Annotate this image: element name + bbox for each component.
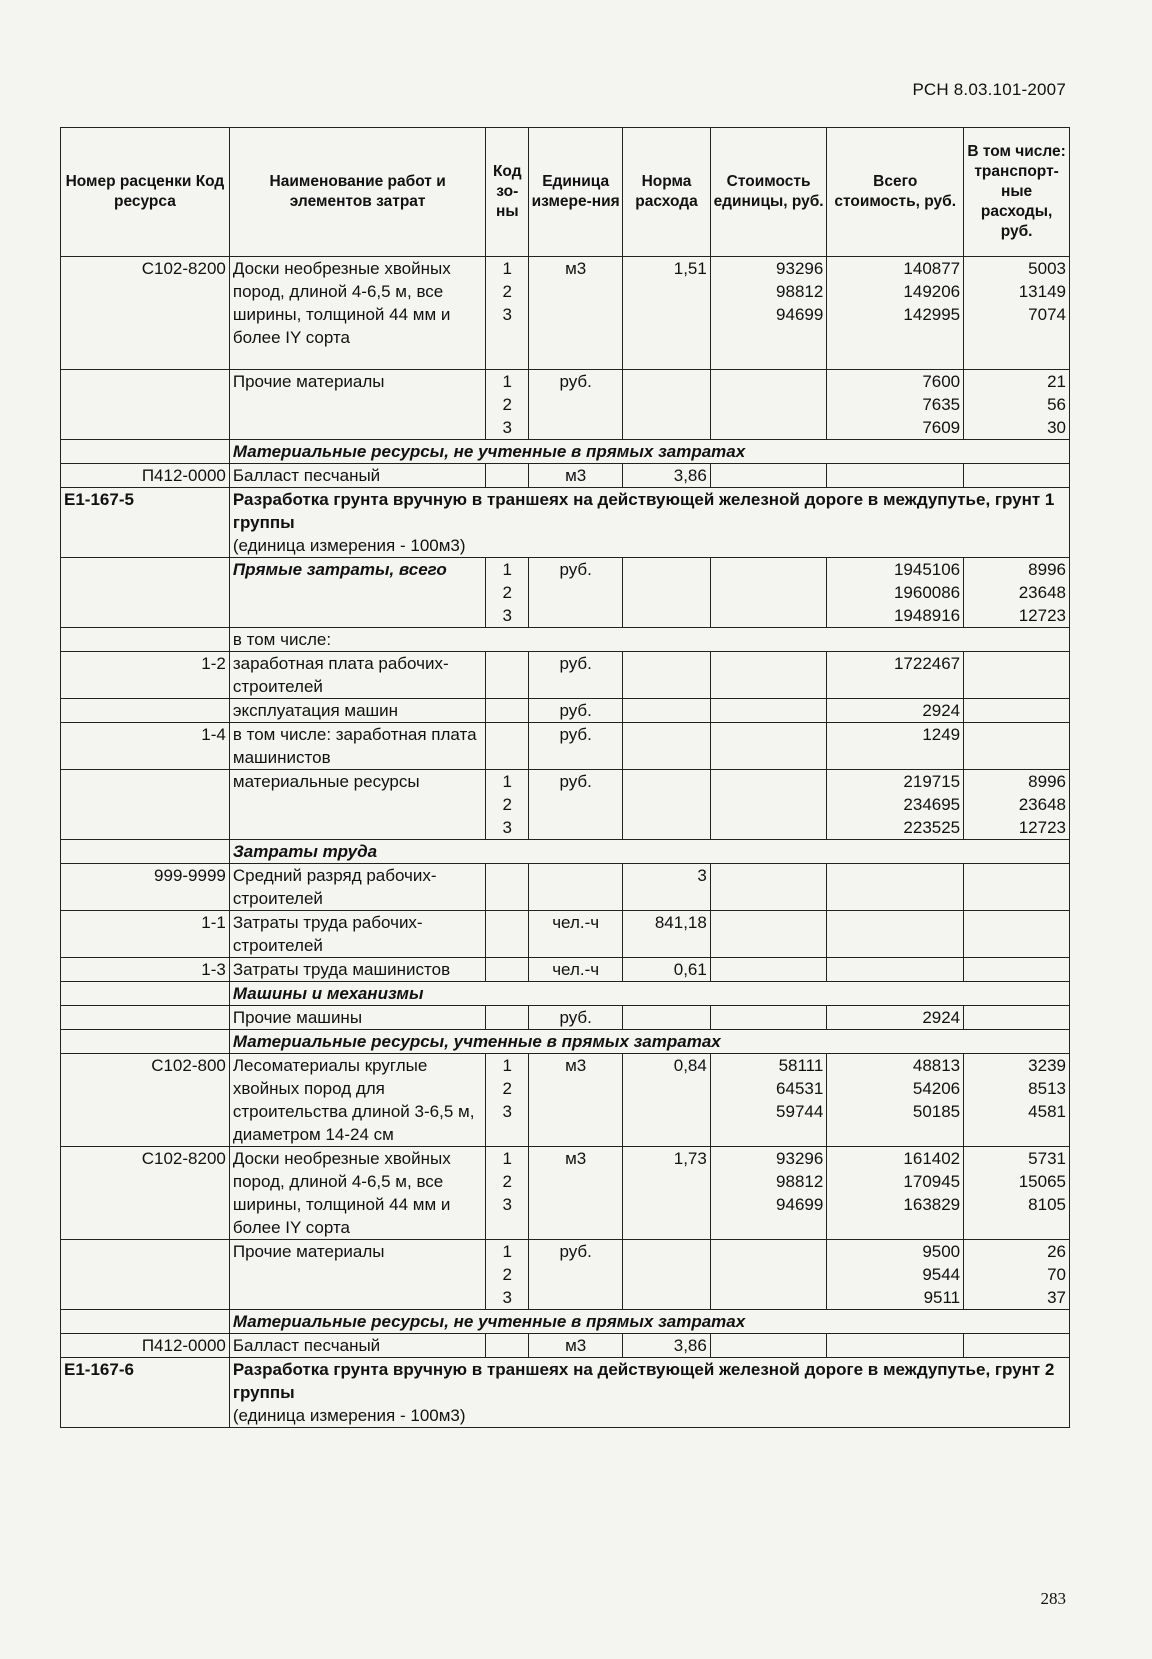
rate-title-cell [229,1358,1069,1428]
total-cost: 48813 54206 50185 [827,1054,964,1147]
direct-costs-label: Прямые затраты, всего [229,558,486,628]
total-cost: 219715 234695 223525 [827,770,964,840]
norm: 3,86 [623,464,711,488]
resource-code: П412-0000 [61,464,230,488]
transport-cost: 21 56 30 [964,370,1070,440]
unit: руб. [529,770,623,840]
resource-name: Доски необрезные хвойных пород, длиной 4-6,5 м, все ширины, толщиной 44 мм и более IY сорта [229,1147,486,1240]
total-cost: 7600 7635 7609 [827,370,964,440]
rate-unit-note: (единица измерения - 100м3) [232,536,466,555]
table-row [61,723,1070,770]
table-row [61,257,1070,370]
table-row [61,699,1070,723]
total-cost: 2924 [827,1006,964,1030]
norm: 0,61 [623,958,711,982]
norm: 1,51 [623,257,711,370]
resource-code: 1-4 [61,723,230,770]
unit: руб. [529,370,623,440]
section-title: Материальные ресурсы, учтенные в прямых затратах [229,1030,1069,1054]
unit: чел.-ч [529,958,623,982]
zone-codes: 1 2 3 [486,1240,529,1310]
transport-cost: 3239 8513 4581 [964,1054,1070,1147]
resource-name: эксплуатация машин [229,699,486,723]
resource-name: Балласт песчаный [229,1334,486,1358]
unit: м3 [529,257,623,370]
section-title: Материальные ресурсы, не учтенные в прямых затратах [229,440,1069,464]
resource-code: С102-8200 [61,1147,230,1240]
norm: 3 [623,864,711,911]
table-row [61,1006,1070,1030]
unit: м3 [529,1147,623,1240]
resource-name: заработная плата рабочих-строителей [229,652,486,699]
rate-code: Е1-167-6 [61,1358,230,1428]
including-label: в том числе: [229,628,1069,652]
total-cost: 140877 149206 142995 [827,257,964,370]
unit: руб. [529,699,623,723]
col-header-name: Наименование работ и элементов затрат [229,128,486,257]
unit: чел.-ч [529,911,623,958]
norm: 1,73 [623,1147,711,1240]
transport-cost: 8996 23648 12723 [964,770,1070,840]
transport-cost: 26 70 37 [964,1240,1070,1310]
zone-codes: 1 2 3 [486,558,529,628]
section-title: Машины и механизмы [229,982,1069,1006]
zone-codes: 1 2 3 [486,1054,529,1147]
section-row [61,1030,1070,1054]
resource-name: Прочие материалы [229,1240,486,1310]
unit: руб. [529,558,623,628]
col-header-unit-cost: Стоимость единицы, руб. [710,128,827,257]
section-row [61,1310,1070,1334]
resource-code: П412-0000 [61,1334,230,1358]
resource-code: 999-9999 [61,864,230,911]
rate-title-row [61,488,1070,558]
col-header-zone: Код зо-ны [486,128,529,257]
resource-name: Затраты труда рабочих-строителей [229,911,486,958]
section-row [61,440,1070,464]
zone-codes: 1 2 3 [486,1147,529,1240]
col-header-norm: Норма расхода [623,128,711,257]
unit: руб. [529,1240,623,1310]
resource-name: Лесоматериалы круглые хвойных пород для строительства длиной 3-6,5 м, диаметром 14-24 см [229,1054,486,1147]
resource-name: в том числе: заработная плата машинистов [229,723,486,770]
col-header-unit: Единица измере-ния [529,128,623,257]
unit: м3 [529,1334,623,1358]
page-number: 283 [1040,1589,1066,1608]
table-row [61,864,1070,911]
col-header-transport: В том числе: транспорт-ные расходы, руб. [964,128,1070,257]
rate-unit-note: (единица измерения - 100м3) [232,1406,466,1425]
rate-code: Е1-167-5 [61,488,230,558]
transport-cost: 5003 13149 7074 [964,257,1070,370]
norm: 841,18 [623,911,711,958]
section-title: Затраты труда [229,840,1069,864]
col-header-total: Всего стоимость, руб. [827,128,964,257]
resource-code: 1-3 [61,958,230,982]
resource-code: 1-1 [61,911,230,958]
unit: руб. [529,1006,623,1030]
section-row [61,982,1070,1006]
resource-code: 1-2 [61,652,230,699]
table-row [61,558,1070,628]
unit: м3 [529,1054,623,1147]
norm: 0,84 [623,1054,711,1147]
table-row [61,958,1070,982]
resource-code: С102-8200 [61,257,230,370]
resource-name: материальные ресурсы [229,770,486,840]
table-row [61,1054,1070,1147]
total-cost: 1722467 [827,652,964,699]
zone-codes: 1 2 3 [486,257,529,370]
unit-cost: 58111 64531 59744 [710,1054,827,1147]
unit-cost: 93296 98812 94699 [710,1147,827,1240]
section-row [61,840,1070,864]
total-cost: 1249 [827,723,964,770]
section-title: Материальные ресурсы, не учтенные в прямых затратах [229,1310,1069,1334]
resource-name: Балласт песчаный [229,464,486,488]
resource-name: Доски необрезные хвойных пород, длиной 4-6,5 м, все ширины, толщиной 44 мм и более IY сорта [229,257,486,370]
table-row [61,1334,1070,1358]
resource-name: Прочие материалы [229,370,486,440]
rate-title-cell [229,488,1069,558]
transport-cost: 5731 15065 8105 [964,1147,1070,1240]
table-row [61,1147,1070,1240]
table-row [61,628,1070,652]
unit: руб. [529,652,623,699]
table-header-row [61,128,1070,257]
unit: м3 [529,464,623,488]
table-row [61,911,1070,958]
table-row [61,370,1070,440]
norm: 3,86 [623,1334,711,1358]
rate-title-row [61,1358,1070,1428]
total-cost: 1945106 1960086 1948916 [827,558,964,628]
zone-codes: 1 2 3 [486,770,529,840]
table-row [61,1240,1070,1310]
total-cost: 2924 [827,699,964,723]
unit: руб. [529,723,623,770]
table-row [61,652,1070,699]
rates-table [60,127,1070,1428]
resource-name: Средний разряд рабочих-строителей [229,864,486,911]
rate-title: Разработка грунта вручную в траншеях на действующей железной дороге в междупутье, грунт 2 группы [232,1360,1055,1402]
col-header-code: Номер расценки Код ресурса [61,128,230,257]
resource-code: С102-800 [61,1054,230,1147]
table-row [61,464,1070,488]
resource-name: Прочие машины [229,1006,486,1030]
rate-title: Разработка грунта вручную в траншеях на действующей железной дороге в междупутье, грунт 1 группы [232,490,1055,532]
document-code: РСН 8.03.101-2007 [912,80,1066,99]
unit-cost: 93296 98812 94699 [710,257,827,370]
total-cost: 9500 9544 9511 [827,1240,964,1310]
transport-cost: 8996 23648 12723 [964,558,1070,628]
table-row [61,770,1070,840]
resource-name: Затраты труда машинистов [229,958,486,982]
zone-codes: 1 2 3 [486,370,529,440]
total-cost: 161402 170945 163829 [827,1147,964,1240]
